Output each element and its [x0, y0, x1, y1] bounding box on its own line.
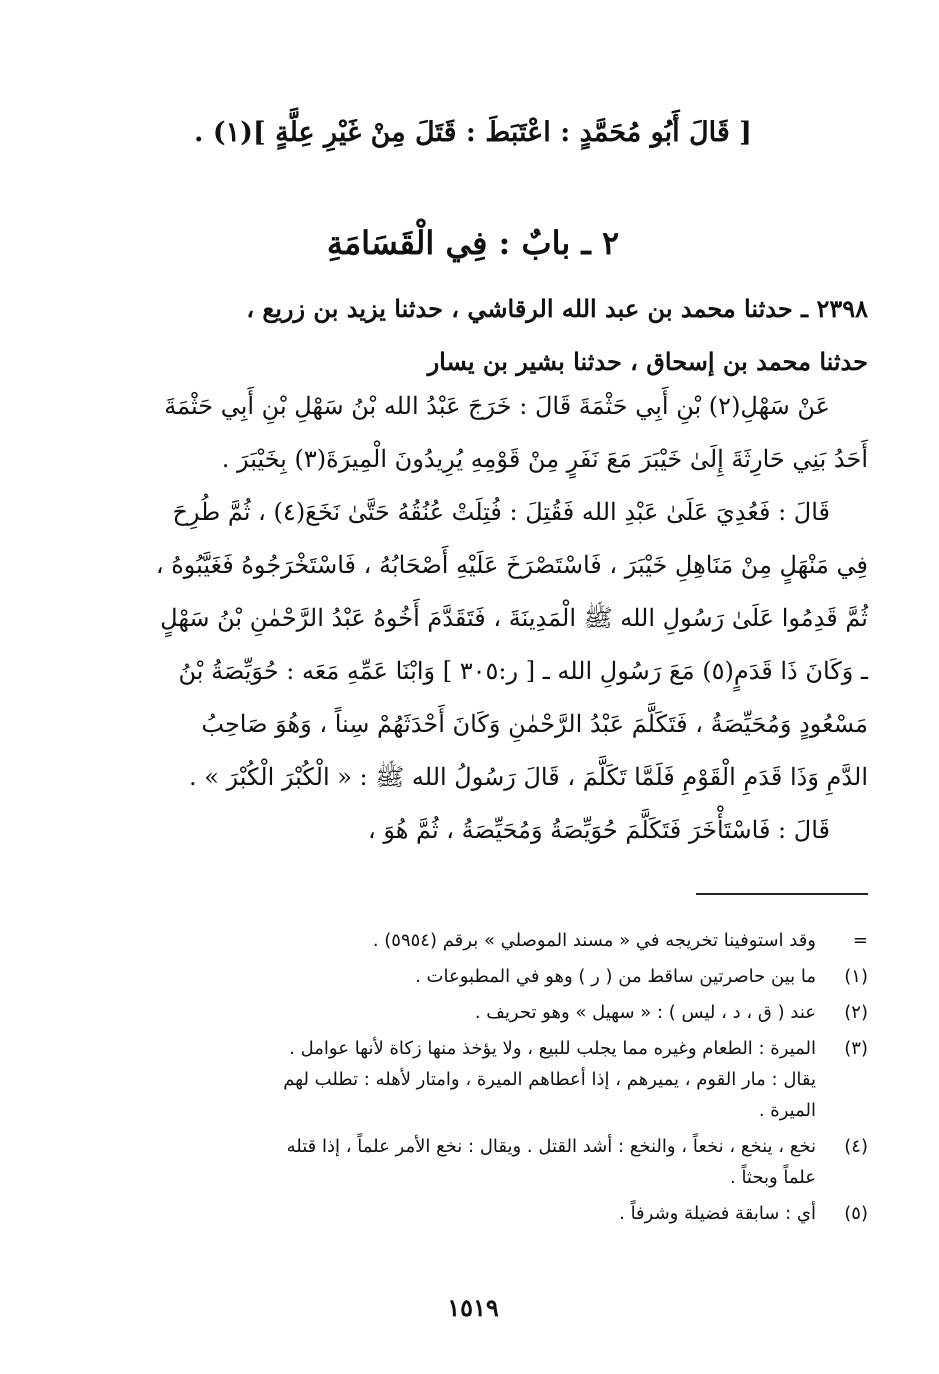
matn-line: قَالَ : فَاسْتَأْخَرَ فَتَكَلَّمَ حُوَيِّصَةُ وَمُحَيِّصَةُ ، ثُمَّ هُوَ ،: [367, 816, 830, 844]
hadith-isnad: [78, 282, 868, 388]
footnote-number: (٤): [844, 1136, 868, 1157]
matn-line: مَسْعُودٍ وَمُحَيِّصَةُ ، فَتَكَلَّمَ عَبْدُ الرَّحْمٰنِ وَكَانَ أَحْدَثَهُمْ سِناً ، وَهُوَ صَاحِبُ: [201, 710, 868, 738]
footnote-text: [78, 925, 816, 956]
footnote-number: (٣): [844, 1038, 868, 1059]
isnad-line: حدثنا محمد بن إسحاق ، حدثنا بشير بن يسار: [427, 347, 868, 376]
footnote-number: (٢): [844, 1002, 868, 1023]
footnote-continuation: [78, 925, 868, 956]
matn-line: قَالَ : فَعُدِيَ عَلَىٰ عَبْدِ الله فَقُتِلَ : فُتِلَتْ عُنُقُهُ حَتَّىٰ نَخَعَ(٤) ، ثُمَّ طُرِحَ: [172, 498, 830, 526]
editor-note: [ قَالَ أَبُو مُحَمَّدٍ : اعْتَبَطَ : قَتَلَ مِنْ غَيْرِ عِلَّةٍ ](١) .: [194, 117, 752, 148]
footnote-4: [78, 1131, 868, 1193]
footnote-line: أي : سابقة فضيلة وشرفاً .: [619, 1203, 816, 1224]
book-page: [78, 0, 868, 1374]
footnote-number: (٥): [844, 1203, 868, 1224]
footnote-text: [78, 1033, 816, 1126]
footnote-3: [78, 1033, 868, 1126]
footnote-1: [78, 961, 868, 992]
footnote-line: عند ( ق ، د ، ليس ) : « سهيل » وهو تحريف .: [474, 1002, 816, 1023]
footnote-number: =: [852, 930, 868, 951]
matn-line: الدَّمِ وَذَا قَدَمِ الْقَوْمِ فَلَمَّا تَكَلَّمَ ، قَالَ رَسُولُ الله ﷺ : « الْكُبْرَ الْكُبْرَ » .: [188, 763, 868, 791]
matn-line: فِي مَنْهَلٍ مِنْ مَنَاهِلِ خَيْبَرَ ، فَاسْتَصْرَخَ عَلَيْهِ أَصْحَابُهُ ، فَاسْتَخْرَجُوهُ فَغَيَّبُوهُ ،: [155, 551, 868, 579]
footnote-text: [78, 1131, 816, 1193]
footnote-line: الميرة : الطعام وغيره مما يجلب للبيع ، ولا يؤخذ منها زكاة لأنها عوامل .: [289, 1038, 816, 1059]
footnotes: [78, 925, 868, 1234]
footnote-line: الميرة .: [758, 1100, 816, 1121]
footnote-line: ما بين حاصرتين ساقط من ( ر ) وهو في المطبوعات .: [415, 966, 816, 987]
matn-line: ـ وَكَانَ ذَا قَدَمٍ(٥) مَعَ رَسُولِ الله ـ [ ر:٣٠٥ ] وَابْنَا عَمِّهِ مَعَه : حُوَيِّصَةُ بْنُ: [178, 657, 868, 685]
isnad-line: ٢٣٩٨ ـ حدثنا محمد بن عبد الله الرقاشي ، حدثنا يزيد بن زريع ،: [246, 294, 868, 323]
chapter-title: ٢ ـ بابٌ : فِي الْقَسَامَةِ: [326, 224, 620, 262]
footnote-line: نخع ، ينخع ، نخعاً ، والنخع : أشد القتل . ويقال : نخع الأمر علماً ، إذا قتله: [286, 1136, 816, 1157]
footnote-text: [78, 1198, 816, 1229]
footnote-text: [78, 997, 816, 1028]
matn-line: أَحَدُ بَنِي حَارِثَةَ إِلَىٰ خَيْبَرَ مَعَ نَفَرٍ مِنْ قَوْمِهِ يُرِيدُونَ الْمِيرَةَ(٣) بِخَيْبَرَ .: [221, 445, 868, 473]
footnote-2: [78, 997, 868, 1028]
matn-line: ثُمَّ قَدِمُوا عَلَىٰ رَسُولِ الله ﷺ الْمَدِينَةَ ، فَتَقَدَّمَ أَخُوهُ عَبْدُ الرَّحْمٰنِ بْنُ سَهْلٍ: [160, 604, 868, 632]
footnote-separator: [696, 893, 868, 895]
footnote-text: [78, 961, 816, 992]
hadith-matn: [78, 380, 868, 857]
page-number: ١٥١٩: [447, 1293, 499, 1322]
footnote-line: يقال : مار القوم ، يميرهم ، إذا أعطاهم الميرة ، وامتار لأهله : تطلب لهم: [283, 1069, 816, 1090]
matn-line: عَنْ سَهْلِ(٢) بْنِ أَبِي حَثْمَةَ قَالَ : خَرَجَ عَبْدُ الله بْنُ سَهْلِ بْنِ أَبِي حَثْمَةَ: [164, 392, 830, 420]
footnote-line: وقد استوفينا تخريجه في « مسند الموصلي » برقم (٥٩٥٤) .: [372, 930, 816, 951]
footnote-5: [78, 1198, 868, 1229]
footnote-line: علماً وبحثاً .: [730, 1167, 816, 1188]
footnote-number: (١): [844, 966, 868, 987]
